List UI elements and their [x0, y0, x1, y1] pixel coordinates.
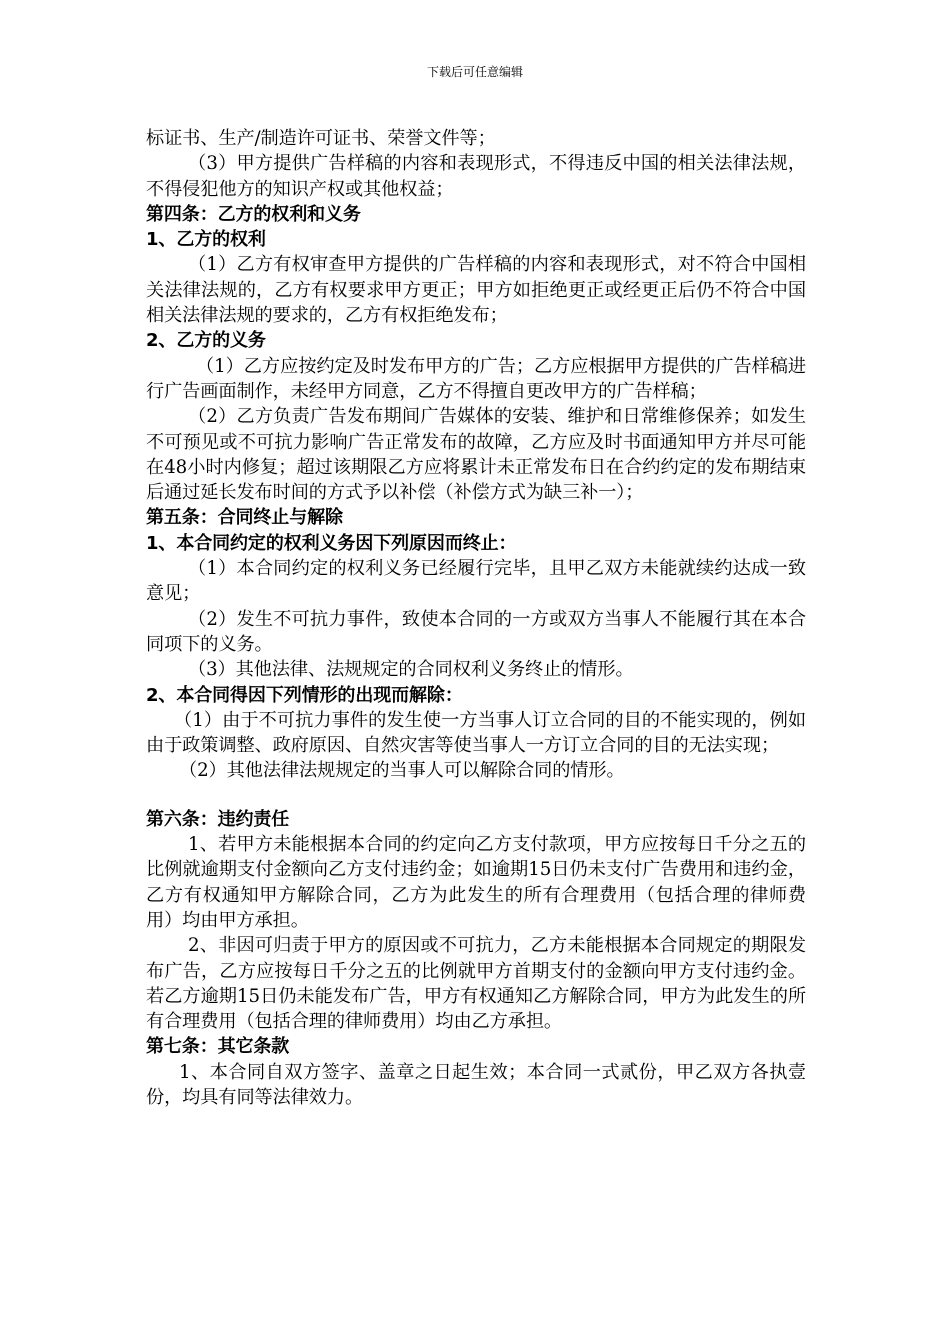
paragraph: 1、若甲方未能根据本合同的约定向乙方支付款项，甲方应按每日千分之五的比例就逾期支付金额向乙方支付违约金；如逾期15日仍未支付广告费用和违约金，乙方有权通知甲方解除合同，乙方为此发生的所有合理费用（包括合理的律师费用）均由甲方承担。 [146, 834, 806, 931]
subsection-heading: 2、乙方的义务 [146, 330, 266, 352]
section-heading: 第四条：乙方的权利和义务 [146, 203, 361, 225]
paragraph: （3）甲方提供广告样稿的内容和表现形式，不得违反中国的相关法律法规，不得侵犯他方的知识产权或其他权益； [146, 153, 806, 200]
subsection-heading: 1、乙方的权利 [146, 229, 266, 251]
paragraph: 2、非因可归责于甲方的原因或不可抗力，乙方未能根据本合同规定的期限发布广告，乙方应按每日千分之五的比例就甲方首期支付的金额向甲方支付违约金。若乙方逾期15日仍未能发布广告，甲方有权通知乙方解除合同，甲方为此发生的所有合理费用（包括合理的律师费用）均由乙方承担。 [146, 935, 806, 1033]
paragraph: （2）其他法律法规规定的当事人可以解除合同的情形。 [179, 760, 625, 782]
section-heading: 第六条：违约责任 [146, 808, 290, 830]
paragraph: （1）乙方有权审查甲方提供的广告样稿的内容和表现形式，对不符合中国相关法律法规的，乙方有权要求甲方更正；甲方如拒绝更正或经更正后仍不符合中国相关法律法规的要求的，乙方有权拒绝发布； [146, 254, 806, 327]
section-heading: 第七条：其它条款 [146, 1036, 290, 1058]
paragraph: （1）由于不可抗力事件的发生使一方当事人订立合同的目的不能实现的，例如由于政策调整、政府原因、自然灾害等使当事人一方订立合同的目的无法实现； [146, 709, 806, 757]
paragraph: （2）乙方负责广告发布期间广告媒体的安装、维护和日常维修保养；如发生不可预见或不可抗力影响广告正常发布的故障，乙方应及时书面通知甲方并尽可能在48小时内修复；超过该期限乙方应将累计未正常发布日在合约约定的发布期结束后通过延长发布时间的方式予以补偿（补偿方式为缺三补一）； [146, 406, 806, 504]
paragraph: （3）其他法律、法规规定的合同权利义务终止的情形。 [188, 659, 634, 681]
paragraph: （2）发生不可抗力事件，致使本合同的一方或双方当事人不能履行其在本合同项下的义务。 [146, 608, 806, 655]
paragraph: （1）本合同约定的权利义务已经履行完毕，且甲乙双方未能就续约达成一致意见； [146, 558, 806, 605]
paragraph: 1、本合同自双方签字、盖章之日起生效；本合同一式贰份，甲乙双方各执壹份，均具有同等法律效力。 [146, 1061, 806, 1108]
subsection-heading: 1、本合同约定的权利义务因下列原因而终止： [146, 532, 517, 554]
paragraph: （1）乙方应按约定及时发布甲方的广告；乙方应根据甲方提供的广告样稿进行广告画面制作，未经甲方同意，乙方不得擅自更改甲方的广告样稿； [146, 355, 806, 402]
blank-line [146, 784, 806, 807]
document-body [146, 126, 806, 1110]
paragraph: 标证书、生产/制造许可证书、荣誉文件等； [146, 128, 496, 149]
subsection-heading: 2、本合同得因下列情形的出现而解除： [146, 684, 463, 706]
section-heading: 第五条：合同终止与解除 [146, 507, 343, 529]
page-header-note: 下载后可任意编辑 [426, 65, 523, 79]
